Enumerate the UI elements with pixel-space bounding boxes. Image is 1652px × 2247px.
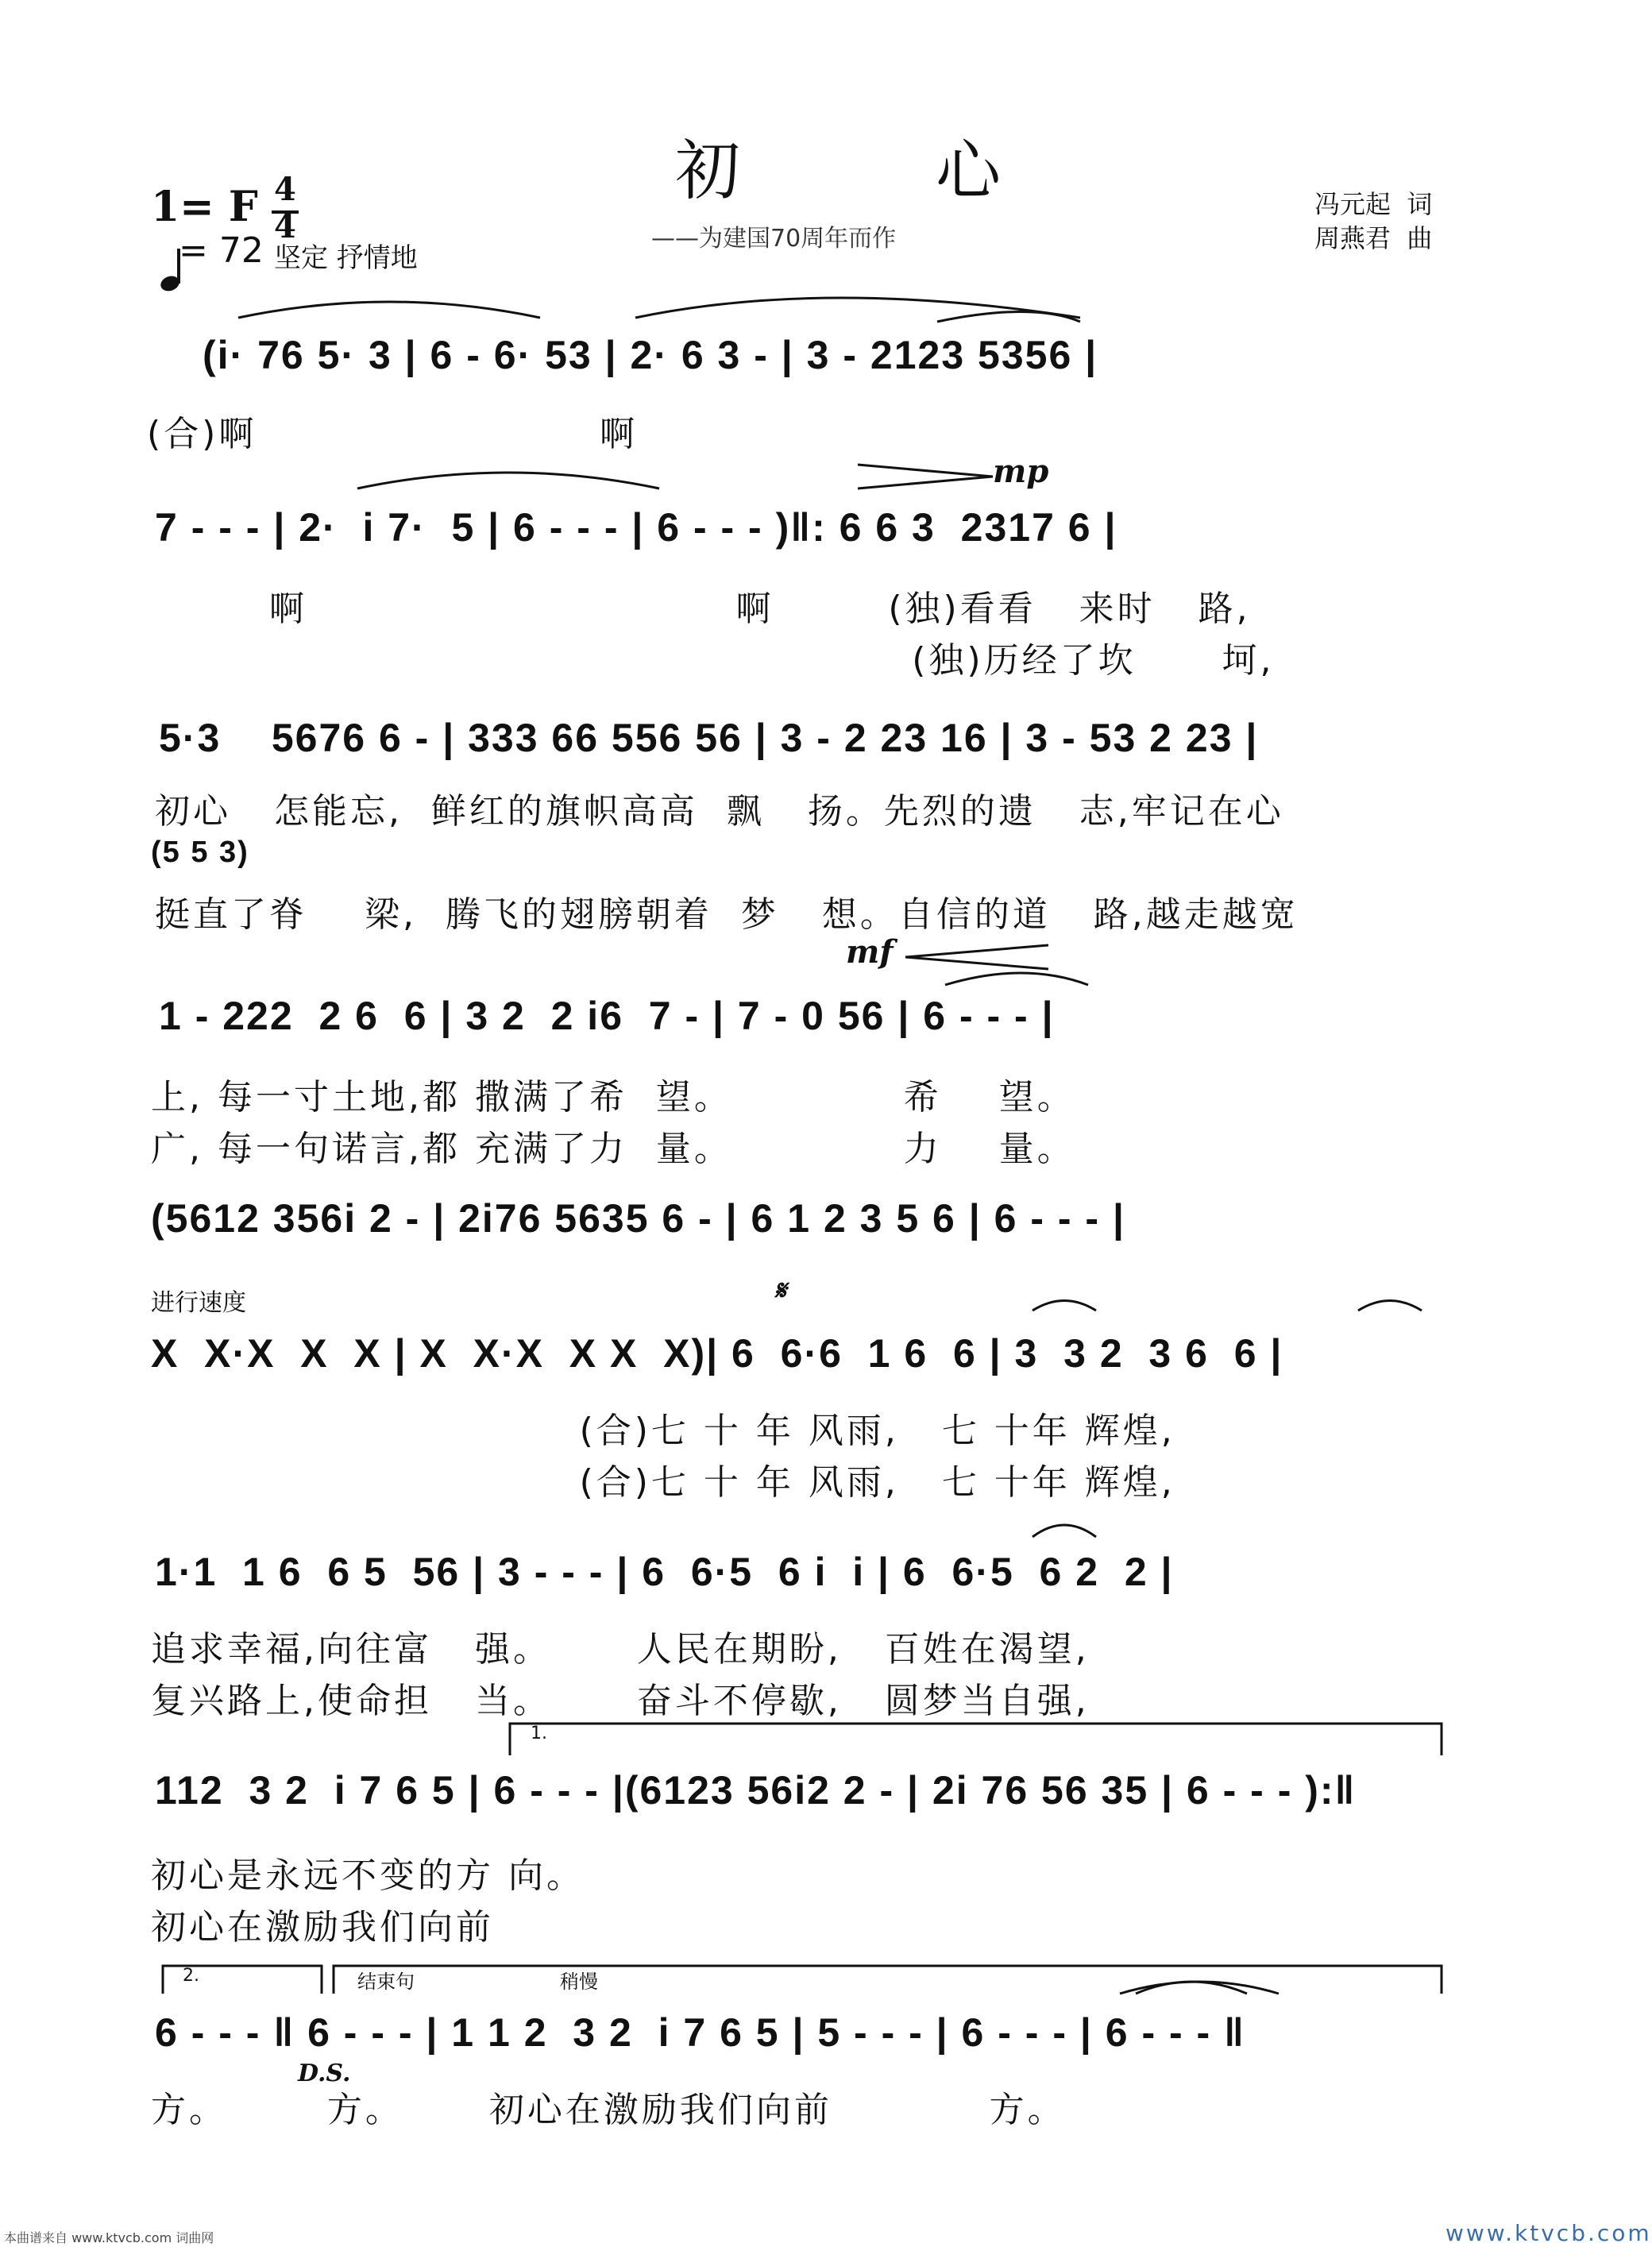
footer-source-text: 本曲谱来自 www.ktvcb.com 词曲网	[4, 2230, 214, 2245]
tempo-marking: = 72	[179, 230, 264, 271]
slur-4	[357, 473, 659, 488]
score-line-5-notes: (5612 356i 2 - | 2i76 5635 6 - | 6 1 2 3 5 6 | 6 - - - |	[151, 1196, 1125, 1241]
time-signature-top: 4	[274, 171, 296, 208]
lyricist-credit: 冯元起 词	[1314, 189, 1433, 219]
tempo-note-label: 进行速度	[151, 1289, 246, 1317]
volta-2-bracket	[163, 1966, 322, 1994]
score-line-6-notes: X X·X X X | X X·X X X X)| 6 6·6 1 6 6 | 3 3 2 3 6 6 |	[151, 1331, 1283, 1376]
volta-1-bracket	[510, 1724, 1442, 1755]
score-line-1-notes: (i· 76 5· 3 | 6 - 6· 53 | 2· 6 3 - | 3 - 2123 5356 |	[203, 333, 1098, 377]
volta-2-label: 2.	[183, 1966, 199, 1986]
tempo-word: 坚定 抒情地	[274, 242, 418, 274]
score-line-9-notes: 6 - - - ‖ 6 - - - | 1 1 2 3 2 i 7 6 5 | 5 - - - | 6 - - - | 6 - - - ‖	[155, 2010, 1245, 2055]
slower-label: 稍慢	[560, 1971, 598, 1993]
composer-credit: 周燕君 曲	[1314, 223, 1433, 253]
ending-bracket	[334, 1966, 1442, 1994]
slur-6	[1032, 1301, 1096, 1311]
slur-3	[937, 312, 1080, 322]
score-line-4-notes: 1 - 222 2 6 6 | 3 2 2 i6 7 - | 7 - 0 56 | 6 - - - |	[159, 994, 1055, 1038]
score-line-6-lyric-1: (合)七 十 年 风雨, 七 十年 辉煌,	[151, 1411, 1175, 1451]
slur-1	[238, 302, 540, 318]
dynamic-mf: mf	[846, 933, 894, 971]
hairpin-crescendo	[905, 945, 1048, 969]
score-line-2-lyric-1: 啊 啊 (独)看看 来时 路,	[155, 589, 1251, 629]
song-title: 初 心	[675, 133, 1089, 209]
score-line-2-lyric-2: (独)历经了坎 坷,	[155, 640, 1275, 681]
score-line-7-notes: 1·1 1 6 6 5 56 | 3 - - - | 6 6·5 6 i i | 6 6·5 6 2 2 |	[155, 1550, 1174, 1594]
score-line-4-lyric-2: 广, 每一句诺言,都 充满了力 量。 力 量。	[151, 1129, 1075, 1169]
slur-7	[1358, 1301, 1422, 1311]
dynamic-mp: mp	[993, 453, 1049, 490]
score-line-8-notes: 112 3 2 i 7 6 5 | 6 - - - |(6123 56i2 2 - | 2i 76 56 35 | 6 - - - ):‖	[155, 1768, 1357, 1813]
footer-watermark: www.ktvcb.com	[1446, 2220, 1652, 2246]
segno-sign: 𝄋	[774, 1275, 786, 1307]
score-line-3-lyric-1: 初心 怎能忘, 鲜红的旗帜高高 飘 扬。先烈的遗 志,牢记在心	[155, 791, 1284, 832]
score-line-9-lyric-1: 方。 方。 初心在激励我们向前 方。	[151, 2090, 1066, 2130]
key-signature: 1= F	[151, 183, 258, 231]
score-line-3-lyric-2: 挺直了脊 梁, 腾飞的翅膀朝着 梦 想。自信的道 路,越走越宽	[155, 894, 1299, 935]
slur-5	[945, 973, 1088, 985]
slur-2	[635, 298, 1080, 318]
hairpin-decrescendo	[858, 465, 993, 488]
ds-marking: D.S.	[298, 2060, 351, 2087]
slur-8	[1032, 1525, 1096, 1537]
score-line-7-lyric-2: 复兴路上,使命担 当。 奋斗不停歇, 圆梦当自强,	[151, 1681, 1090, 1721]
score-line-4-lyric-1: 上, 每一寸土地,都 撒满了希 望。 希 望。	[151, 1077, 1075, 1118]
score-line-6-lyric-2: (合)七 十 年 风雨, 七 十年 辉煌,	[151, 1462, 1175, 1503]
time-signature-bottom: 4	[274, 208, 296, 245]
song-subtitle: ——为建国70周年而作	[651, 225, 897, 253]
slur-10	[1120, 1982, 1279, 1994]
score-line-3-notes: 5·3 5676 6 - | 333 66 556 56 | 3 - 2 23 16 | 3 - 53 2 23 |	[159, 716, 1259, 760]
ending-phrase-label: 结束句	[357, 1971, 415, 1993]
score-line-8-lyric-1: 初心是永远不变的方 向。	[151, 1855, 585, 1896]
score-line-3-variant-notes: (5 5 3)	[151, 836, 249, 869]
score-line-2-notes: 7 - - - | 2· i 7· 5 | 6 - - - | 6 - - - )‖: 6 6 3 2317 6 |	[155, 505, 1117, 550]
score-line-1-lyric-1: (合)啊 啊	[147, 414, 639, 454]
volta-1-label: 1.	[531, 1724, 547, 1743]
score-line-7-lyric-1: 追求幸福,向往富 强。 人民在期盼, 百姓在渴望,	[151, 1629, 1090, 1670]
score-line-8-lyric-2: 初心在激励我们向前	[151, 1907, 494, 1948]
